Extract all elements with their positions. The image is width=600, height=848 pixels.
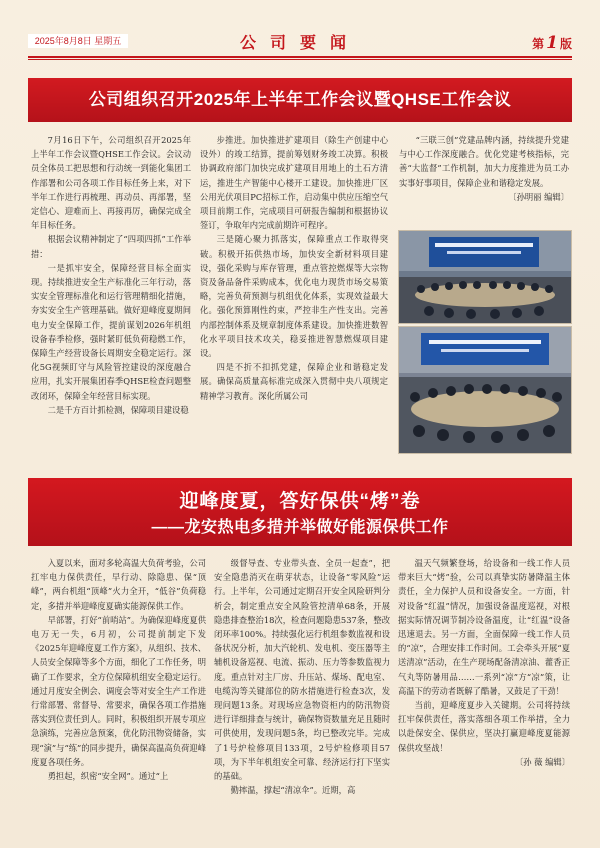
meeting-photo-1 bbox=[398, 230, 572, 324]
paragraph: 三是随心聚力抓落实，保障重点工作取得突破。积极开拓供热市场，加快安全新材料项目建设，强化采购与库存管理，重点管控燃煤等大宗物资及备品备件采购成本，优化电力现货市场交易策略，完善负荷预测与机组优化体系，实现效益最大化。强化预算刚性约束，严控非生产性支出。完善内部控制体系及规章制度体系建设。加快推进数智化水平项目技术攻关，稳妥推进智慧燃煤项目建设。 bbox=[200, 234, 388, 359]
issue-date: 2025年8月8日 星期五 bbox=[28, 34, 128, 48]
paragraph: 当前，迎峰度夏步入关键期。公司将持续扛牢保供责任，落实落细各项工作举措，全力以赴保安全、保供应，坚决打赢迎峰度夏能源保供攻坚战！ bbox=[398, 700, 570, 753]
article2-column-3 bbox=[398, 556, 570, 846]
paragraph: 勤摔温，撑起“清凉伞”。近期，高 bbox=[230, 785, 356, 796]
meeting-photo-2 bbox=[398, 326, 572, 454]
paragraph: 7月16日下午，公司组织召开2025年上半年工作会议暨QHSE工作会议。会议动员全体员工把思想和行动统一到能化集团工作部署和公司各项工作目标任务上来，对下半年工作进行再梳理、再动员、再部署，坚定信心、迎难而上、再接再厉，确保完成全年目标任务。 bbox=[31, 135, 191, 231]
paragraph: 一是抓牢安全，保障经营目标全面实现。持续推进安全生产标准化三年行动，落实安全管理标准化和运行管理精细化措施，夯实安全生产管理基础。做好迎峰度夏期间电力安全保障工作，提前谋划2026年机组设备春季检修，强时紧盯低负荷稳燃工作，保障生产经营设备长周期安全稳定运行。深化5G视频盯守与风险管控建设的深度融合应用，扎实开展集团春季QHSE检查问题整改闭环，保障全年经营目标实现。 bbox=[31, 262, 191, 401]
paragraph: 级督导查、专业带头查、全员一起查”，把安全隐患消灭在萌芽状态，让设备“零风险”运行。上半年，公司通过定期召开安全风险研判分析会，制定重点安全风险管控清单68条，开展隐患排查整治18次，检查问题隐患537条，整改闭环率100%。持续强化运行机组参数监视和设备状况分析，加大汽轮机、发电机、变压器等主辅机设备巡视、电流、振动、压力等参数监视力度。重点针对主厂房、升压站、煤场、配电室、电缆沟等关键部位的防水措施进行检查3次，发现问题13条。对现场应急物资柜内的防汛物资进行详细排查与统计，确保物资数量充足且随时可供使用，发现问题5条，均已整改完毕。完成了1号炉检修项目133项，2号炉检修项目57项，为下半年机组安全可靠、经济运行打下坚实的基础。 bbox=[214, 558, 390, 782]
article2-column-1 bbox=[31, 556, 206, 846]
paragraph: 步推进。加快推进扩建项目（除生产创建中心设外）的竣工结算，提前筹划财务竣工决算。积极协调政府部门加快完成扩建项目用地上的土石方清运，推进生产智能中心楼开工建设。加快推进厂区公用光伏项目PC招标工作，启动集中供应压缩空气项目前期工作，完成项目可研报告编制和根据协议签订，争取年内完成前期许可程序。 bbox=[200, 135, 388, 231]
article1-column-1 bbox=[31, 133, 191, 451]
edition-num: 1 bbox=[546, 33, 558, 53]
paragraph: 温天气频繁登场，给设备和一线工作人员带来巨大“烤”验，公司以真挚实防暑降温主体责任，全力保护人员和设备安全。一方面，针对设备“红温”情况，加强设备温度巡视，对根据实际情况调节制冷设备温度，让“红温”设备迅速退去。另一方面，全面保障一线工作人员的“凉”，合理安排工作时间。工会牵头开展“夏送清凉”活动，在生产现场配备清凉油、藿香正气丸等防暑用品……一系列“凉”方“凉”策，让高温下的劳动者既解了酷暑，又鼓足了干劲！ bbox=[398, 558, 570, 696]
article1-column-2 bbox=[200, 133, 388, 451]
paragraph: 勇担起，织密“安全网”。通过“上 bbox=[47, 771, 169, 782]
edition-suffix: 版 bbox=[559, 37, 572, 51]
article2-title-banner bbox=[28, 478, 572, 546]
paragraph: 根据会议精神制定了“四项四抓”工作举措： bbox=[31, 234, 191, 259]
editor-credit: 〔孙 薇 编辑〕 bbox=[514, 756, 570, 767]
section-title: 公司要闻 bbox=[239, 33, 360, 52]
paragraph: 入夏以来，面对多轮高温大负荷考验，公司扛牢电力保供责任，早行动、除隐患、保“顶峰”，两台机组“顶峰”火力全开，“低谷”负荷稳定，多措并举迎峰度夏确实能源保供工作。 bbox=[31, 558, 206, 611]
article1-column-3 bbox=[399, 133, 569, 225]
paragraph: “三联三创”党建品牌内涵，持续提升党建与中心工作深度融合。优化党建考核指标，完善“大监督”工作机制，加大力度推进为员工办实事好事项目，保障企业和谐稳定发展。 bbox=[399, 135, 569, 188]
article2-column-2 bbox=[214, 556, 390, 846]
paragraph: 四是不折不扣抓党建，保障企业和谐稳定发展。确保高质量高标准完成深入贯彻中央八项规定精神学习教育。深化所属公司 bbox=[200, 362, 388, 401]
edition-number bbox=[532, 33, 572, 53]
masthead bbox=[28, 30, 572, 54]
article1-title: 公司组织召开2025年上半年工作会议暨QHSE工作会议 bbox=[28, 78, 572, 122]
editor-credit: 〔孙明丽 编辑〕 bbox=[508, 191, 569, 202]
article2-subtitle: ——龙安热电多措并举做好能源保供工作 bbox=[151, 519, 449, 536]
edition-prefix: 第 bbox=[532, 37, 545, 51]
header-rule bbox=[28, 56, 572, 58]
paragraph: 二是千方百计抓检测，保障项目建设稳 bbox=[47, 404, 189, 415]
paragraph: 早部署，打好“前哨站”。为确保迎峰度夏供电万无一失，6月初，公司提前制定下发《2025年迎峰度夏工作方案》，从组织、技术、人员安全保障等多个方面，细化了工作任务，明确了工作要求，全方位保障机组安全稳定运行。通过月度安全例会、调度会等对安全生产工作进行常部署、常督导、常要求，确保各项工作措施落实到位责任到人。同时，积极组织开展专项应急演练，完善应急预案，优化防汛物资储备，实现“演”与“练”的同步提升，确保高温高负荷迎峰度夏各项任务。 bbox=[31, 614, 206, 767]
article2-title: 迎峰度夏，答好保供“烤”卷 bbox=[179, 491, 421, 512]
header-rule-thin bbox=[28, 59, 572, 60]
